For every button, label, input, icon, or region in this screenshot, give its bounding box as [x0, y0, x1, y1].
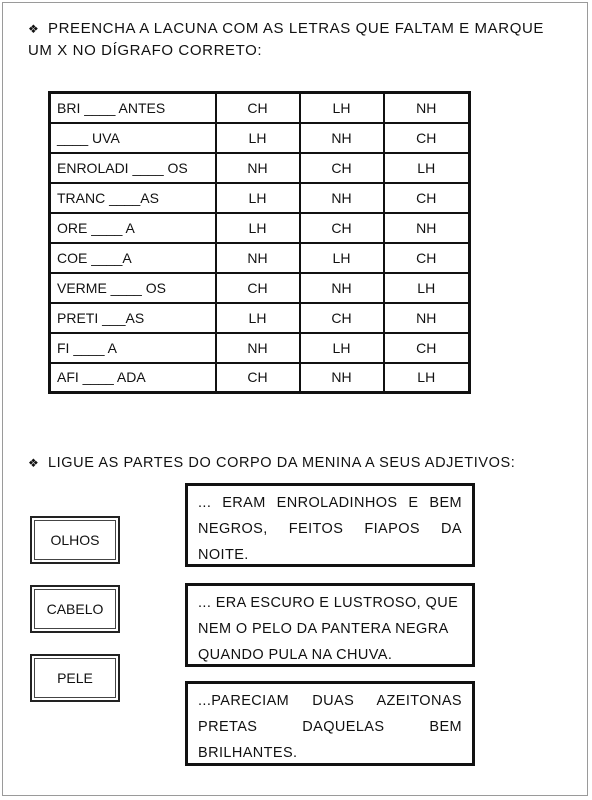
table-row — [50, 183, 470, 213]
digraph-option-cell[interactable]: LH — [216, 183, 300, 213]
digraph-option-cell[interactable]: CH — [216, 93, 300, 123]
digraph-option-cell[interactable]: NH — [300, 183, 384, 213]
body-part-label: PELE — [57, 670, 93, 686]
word-with-blank[interactable]: TRANC ____AS — [50, 183, 216, 213]
adjective-box-1[interactable] — [185, 483, 475, 567]
digraph-option-cell[interactable]: LH — [384, 153, 470, 183]
digraph-option-cell[interactable]: CH — [216, 363, 300, 393]
digraph-option-cell[interactable]: LH — [384, 363, 470, 393]
table-row — [50, 153, 470, 183]
diamond-bullet-icon: ❖ — [28, 22, 40, 36]
adjective-text: ... ERAM ENROLADINHOS E BEM NEGROS, FEITOS FIAPOS DA NOITE. — [198, 495, 462, 563]
digraph-option-cell[interactable]: CH — [384, 183, 470, 213]
word-with-blank[interactable]: PRETI ___AS — [50, 303, 216, 333]
digraph-option-cell[interactable]: CH — [384, 123, 470, 153]
diamond-bullet-icon: ❖ — [28, 456, 40, 470]
digraph-option-cell[interactable]: CH — [300, 153, 384, 183]
digraph-option-cell[interactable]: NH — [384, 93, 470, 123]
digraph-option-cell[interactable]: NH — [216, 153, 300, 183]
body-part-box-olhos[interactable] — [30, 516, 120, 564]
adjective-text: ... ERA ESCURO E LUSTROSO, QUE NEM O PELO DA PANTERA NEGRA QUANDO PULA NA CHUVA. — [198, 595, 459, 663]
word-with-blank[interactable]: ORE ____ A — [50, 213, 216, 243]
adjective-box-3[interactable] — [185, 681, 475, 766]
digraph-option-cell[interactable]: LH — [384, 273, 470, 303]
body-part-box-pele[interactable] — [30, 654, 120, 702]
digraph-option-cell[interactable]: NH — [216, 243, 300, 273]
table-row — [50, 93, 470, 123]
digraph-option-cell[interactable]: LH — [216, 213, 300, 243]
word-with-blank[interactable]: VERME ____ OS — [50, 273, 216, 303]
digraph-option-cell[interactable]: NH — [384, 303, 470, 333]
digraph-option-cell[interactable]: NH — [300, 123, 384, 153]
body-part-label: CABELO — [46, 601, 104, 617]
digraph-option-cell[interactable]: NH — [300, 363, 384, 393]
body-part-label: OLHOS — [50, 532, 100, 548]
word-with-blank[interactable]: ____ UVA — [50, 123, 216, 153]
table-row — [50, 333, 470, 363]
word-with-blank[interactable]: BRI ____ ANTES — [50, 93, 216, 123]
digraph-table — [48, 91, 471, 394]
digraph-option-cell[interactable]: LH — [300, 93, 384, 123]
instruction-text: LIGUE AS PARTES DO CORPO DA MENINA A SEUS ADJETIVOS: — [48, 455, 516, 471]
instruction-match-parts — [28, 452, 568, 474]
table-row — [50, 213, 470, 243]
adjective-text: ...PARECIAM DUAS AZEITONAS PRETAS DAQUELAS BEM BRILHANTES. — [198, 693, 462, 761]
table-row — [50, 303, 470, 333]
digraph-option-cell[interactable]: NH — [216, 333, 300, 363]
digraph-option-cell[interactable]: CH — [384, 243, 470, 273]
body-part-box-cabelo[interactable] — [30, 585, 120, 633]
table-row — [50, 123, 470, 153]
table-row — [50, 363, 470, 393]
digraph-option-cell[interactable]: LH — [300, 333, 384, 363]
digraph-option-cell[interactable]: NH — [384, 213, 470, 243]
word-with-blank[interactable]: AFI ____ ADA — [50, 363, 216, 393]
word-with-blank[interactable]: ENROLADI ____ OS — [50, 153, 216, 183]
digraph-option-cell[interactable]: LH — [216, 123, 300, 153]
digraph-option-cell[interactable]: CH — [300, 303, 384, 333]
instruction-fill-blanks — [28, 18, 568, 62]
digraph-option-cell[interactable]: CH — [384, 333, 470, 363]
adjective-box-2[interactable] — [185, 583, 475, 667]
digraph-option-cell[interactable]: NH — [300, 273, 384, 303]
digraph-option-cell[interactable]: LH — [300, 243, 384, 273]
word-with-blank[interactable]: COE ____A — [50, 243, 216, 273]
word-with-blank[interactable]: FI ____ A — [50, 333, 216, 363]
instruction-text: PREENCHA A LACUNA COM AS LETRAS QUE FALTAM E MARQUE UM X NO DÍGRAFO CORRETO: — [28, 20, 544, 59]
digraph-option-cell[interactable]: CH — [300, 213, 384, 243]
digraph-option-cell[interactable]: LH — [216, 303, 300, 333]
table-row — [50, 243, 470, 273]
digraph-option-cell[interactable]: CH — [216, 273, 300, 303]
table-row — [50, 273, 470, 303]
